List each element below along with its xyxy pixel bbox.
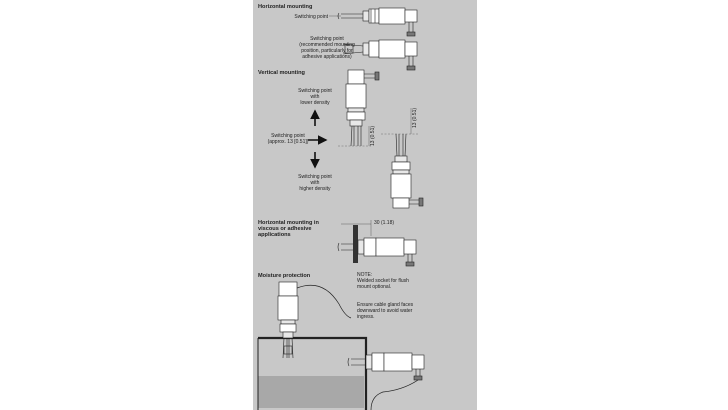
viscous-title-line-2: viscous or adhesive: [258, 226, 312, 232]
cable-note-line-1: Ensure cable gland faces: [357, 302, 414, 308]
tank-top-device: [278, 282, 298, 358]
note-line-2: Welded socket for flush: [357, 278, 409, 284]
dim-right-label: 13 (0.51): [412, 107, 418, 129]
recommended-switching-point-line-1: Switching point: [310, 36, 344, 42]
note-line-1: NOTE:: [357, 272, 373, 278]
recommended-switching-point-line-2: (recommended mounting: [299, 42, 355, 48]
switching-point-label: Switching point: [294, 14, 328, 20]
recommended-switching-point-line-4: adhesive applications): [302, 54, 352, 60]
approx-switching-point-line-2: (approx. 13 [0.51]): [267, 139, 309, 145]
higher-density-line-1: Switching point: [298, 174, 332, 180]
tank-side-device: [348, 353, 424, 380]
cable-note-line-2: downward to avoid water: [357, 308, 413, 314]
lower-density-line-2: with: [310, 94, 320, 100]
viscous-title-line-3: applications: [258, 232, 291, 238]
diagram-panel: [253, 0, 477, 410]
approx-switching-point-line-1: Switching point: [271, 133, 305, 139]
vertical-mounting-title: Vertical mounting: [258, 70, 305, 76]
lower-density-line-3: lower density: [300, 100, 330, 106]
higher-density-line-2: with: [310, 180, 320, 186]
vertical-switch-device-up: [391, 134, 423, 208]
dim-left-label: 13 (0.51): [370, 125, 376, 147]
cable-note-line-3: ingress.: [357, 314, 375, 320]
note-line-3: mount optional.: [357, 284, 392, 290]
cable-curve-side: [371, 380, 418, 410]
viscous-title-line-1: Horizontal mounting in: [258, 220, 319, 226]
lower-density-line-1: Switching point: [298, 88, 332, 94]
recommended-switching-point-line-3: position, particularly for: [301, 48, 353, 54]
horizontal-switch-device-1: [338, 8, 417, 36]
cable-curve-top: [297, 285, 351, 318]
higher-density-line-3: higher density: [299, 186, 331, 192]
horizontal-mounting-title: Horizontal mounting: [258, 4, 313, 10]
mounting-diagram: [253, 0, 477, 410]
viscous-mounting-device: [338, 225, 416, 266]
viscous-dim-label: 30 (1.18): [374, 220, 395, 226]
moisture-protection-title: Moisture protection: [258, 273, 311, 279]
tank-liquid: [258, 376, 364, 408]
